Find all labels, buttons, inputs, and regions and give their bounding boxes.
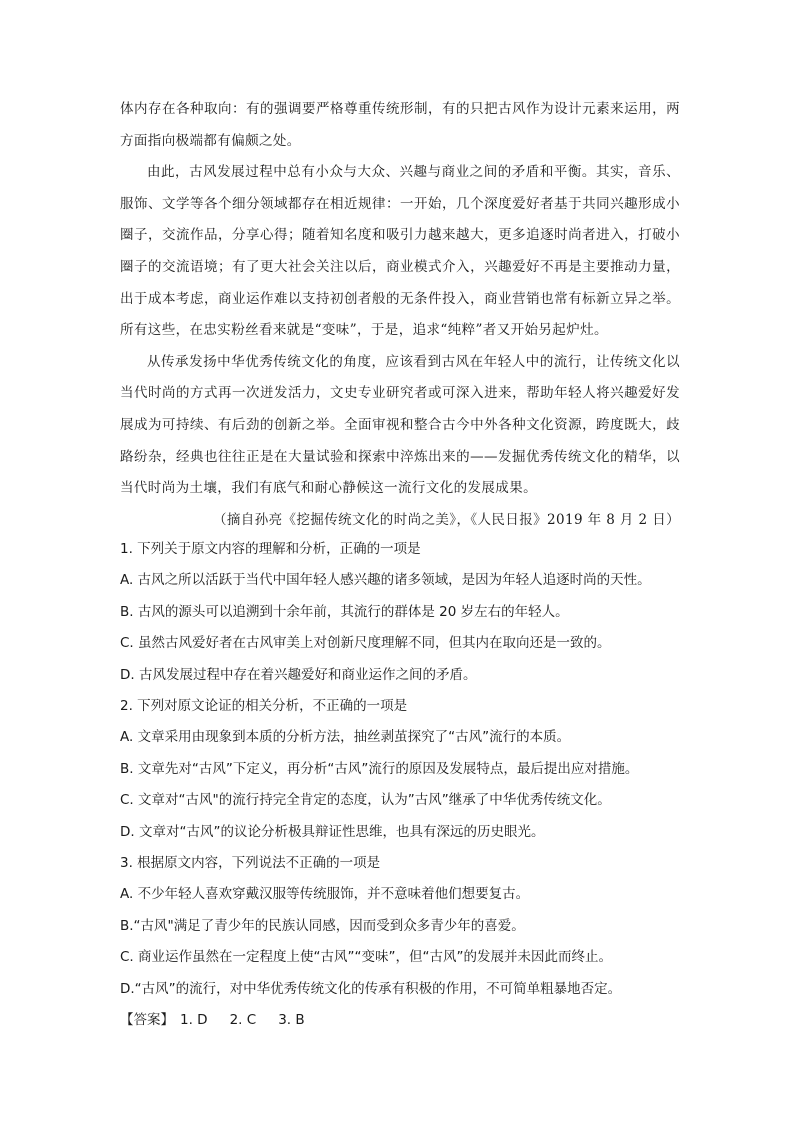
answer-item: 3. B bbox=[278, 1012, 305, 1029]
passage-paragraph: 由此，古风发展过程中总有小众与大众、兴趣与商业之间的矛盾和平衡。其实，音乐、服饰、文学等各个细分领域都存在相近规律：一开始，几个深度爱好者基于共同兴趣形成小圈子，交流作品，分享心得；随着知名度和吸引力越来越大，更多追逐时尚者进入，打破小圈子的交流语境；有了更大社会关注以后，商业模式介入，兴趣爱好不再是主要推动力量，出于成本考虑，商业运作难以支持初创者般的无条件投入，商业营销也常有标新立异之举。所有这些，在忠实粉丝看来就是“变味”，于是，追求“纯粹”者又开始另起炉灶。 bbox=[120, 164, 680, 339]
answer-option: C. 虽然古风爱好者在古风审美上对创新尺度理解不同，但其内在取向还是一致的。 bbox=[120, 635, 611, 652]
answer-item: 1. D bbox=[180, 1012, 208, 1029]
passage-paragraph: 体内存在各种取向：有的强调要严格尊重传统形制，有的只把古风作为设计元素来运用，两方面指向极端都有偏颇之处。 bbox=[120, 101, 680, 149]
answer-key bbox=[120, 1005, 690, 1036]
passage-paragraph: 从传承发扬中华优秀传统文化的角度，应该看到古风在年轻人中的流行，让传统文化以当代时尚的方式再一次迸发活力，文史专业研究者或可深入进来，帮助年轻人将兴趣爱好发展成为可持续、有后劲的创新之举。全面审视和整合古今中外各种文化资源，跨度既大，歧路纷杂，经典也往往正是在大量试验和探索中淬炼出来的——发掘优秀传统文化的精华，以当代时尚为土壤，我们有底气和耐心静候这一流行文化的发展成果。 bbox=[120, 353, 680, 497]
answer-option: C. 文章对“古风"的流行持完全肯定的态度，认为”古风”继承了中华优秀传统文化。 bbox=[120, 792, 611, 809]
answer-option: A. 不少年轻人喜欢穿戴汉服等传统服饰，并不意味着他们想要复古。 bbox=[120, 886, 530, 903]
answer-option: D. 文章对“古风”的议论分析极具辩证性思维，也具有深远的历史眼光。 bbox=[120, 823, 545, 840]
question-stem: 3. 根据原文内容，下列说法不正确的一项是 bbox=[120, 855, 381, 872]
answer-item: 2. C bbox=[229, 1012, 257, 1029]
answer-option: D.“古风”的流行，对中华优秀传统文化的传承有积极的作用，不可简单粗暴地否定。 bbox=[120, 980, 622, 997]
passage-source: （摘自孙亮《挖掘传统文化的时尚之美》，《人民日报》2019 年 8 月 2 日） bbox=[213, 511, 680, 528]
question-list bbox=[120, 534, 690, 1037]
answer-option: C. 商业运作虽然在一定程度上使“古风”“变味”，但“古风”的发展并未因此而终止。 bbox=[120, 949, 612, 966]
answer-tag: 【答案】 bbox=[120, 1012, 174, 1029]
answer-option: B. 古风的源头可以追溯到十余年前，其流行的群体是 20 岁左右的年轻人。 bbox=[120, 603, 569, 620]
answer-option: D. 古风发展过程中存在着兴趣爱好和商业运作之间的矛盾。 bbox=[120, 666, 477, 683]
answer-option: A. 文章采用由现象到本质的分析方法，抽丝剥茧探究了“古风”流行的本质。 bbox=[120, 729, 571, 746]
answer-option: B.“古风"满足了青少年的民族认同感，因而受到众多青少年的喜爱。 bbox=[120, 917, 525, 934]
reading-passage bbox=[120, 94, 680, 536]
question-stem: 1. 下列关于原文内容的理解和分析，正确的一项是 bbox=[120, 541, 421, 557]
answer-option: B. 文章先对“古风”下定义，再分析“古风”流行的原因及发展特点，最后提出应对措施。 bbox=[120, 760, 639, 777]
answer-option: A. 古风之所以活跃于当代中国年轻人感兴趣的诸多领域，是因为年轻人追逐时尚的天性。 bbox=[120, 572, 651, 589]
question-stem: 2. 下列对原文论证的相关分析，不正确的一项是 bbox=[120, 698, 408, 715]
